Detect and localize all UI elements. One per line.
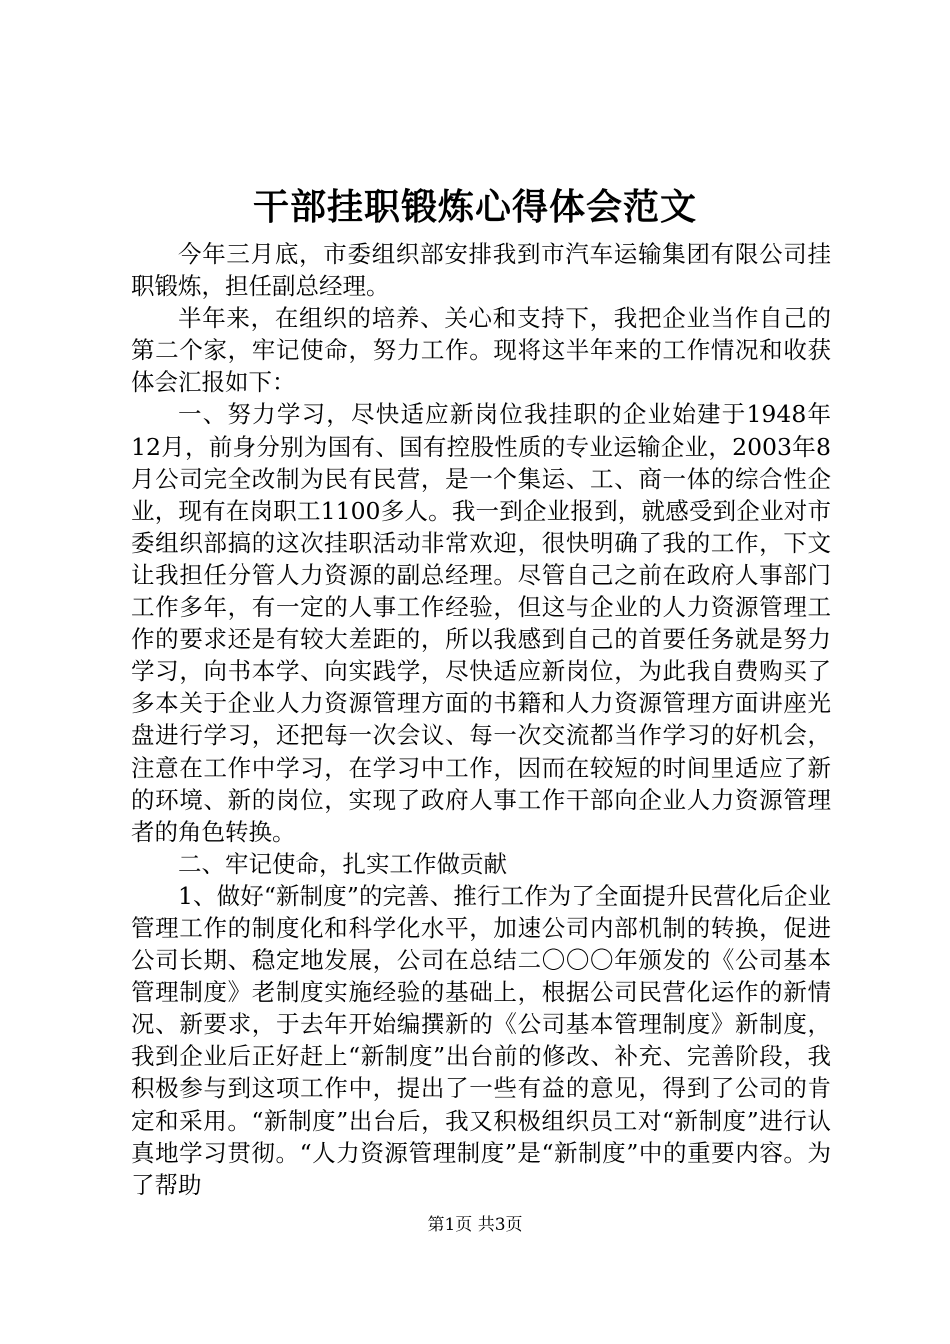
document-body [131, 238, 831, 1201]
page-title: 干部挂职锻炼心得体会范文 [252, 186, 697, 228]
body-paragraph: 1、做好“新制度”的完善、推行工作为了全面提升民营化后企业管理工作的制度化和科学化水平，加速公司内部机制的转换，促进公司长期、稳定地发展，公司在总结二〇〇〇年颁发的《公司基本管理制度》老制度实施经验的基础上，根据公司民营化运作的新情况、新要求，于去年开始编撰新的《公司基本管理制度》新制度，我到企业后正好赶上“新制度”出台前的修改、补充、完善阶段，我积极参与到这项工作中，提出了一些有益的意见，得到了公司的肯定和采用。“新制度”出台后，我又积极组织员工对“新制度”进行认真地学习贯彻。“人力资源管理制度”是“新制度”中的重要内容。为了帮助 [131, 881, 831, 1199]
body-paragraph: 今年三月底，市委组织部安排我到市汽车运输集团有限公司挂职锻炼，担任副总经理。 [131, 240, 831, 301]
body-paragraph: 半年来，在组织的培养、关心和支持下，我把企业当作自己的第二个家，牢记使命，努力工作。现将这半年来的工作情况和收获体会汇报如下： [131, 304, 831, 397]
body-paragraph: 一、努力学习，尽快适应新岗位我挂职的企业始建于1948年12月，前身分别为国有、国有控股性质的专业运输企业，2003年8月公司完全改制为民有民营，是一个集运、工、商一体的综合性企业，现有在岗职工1100多人。我一到企业报到，就感受到企业对市委组织部搞的这次挂职活动非常欢迎，很快明确了我的工作，下文让我担任分管人力资源的副总经理。尽管自己之前在政府人事部门工作多年，有一定的人事工作经验，但这与企业的人力资源管理工作的要求还是有较大差距的，所以我感到自己的首要任务就是努力学习，向书本学、向实践学，尽快适应新岗位，为此我自费购买了多本关于企业人力资源管理方面的书籍和人力资源管理方面讲座光盘进行学习，还把每一次会议、每一次交流都当作学习的好机会，注意在工作中学习，在学习中工作，因而在较短的时间里适应了新的环境、新的岗位，实现了政府人事工作干部向企业人力资源管理者的角色转换。 [131, 400, 831, 846]
page-number: 第1页 共3页 [427, 1215, 523, 1235]
section-heading: 二、牢记使命，扎实工作做贡献 [178, 849, 507, 878]
